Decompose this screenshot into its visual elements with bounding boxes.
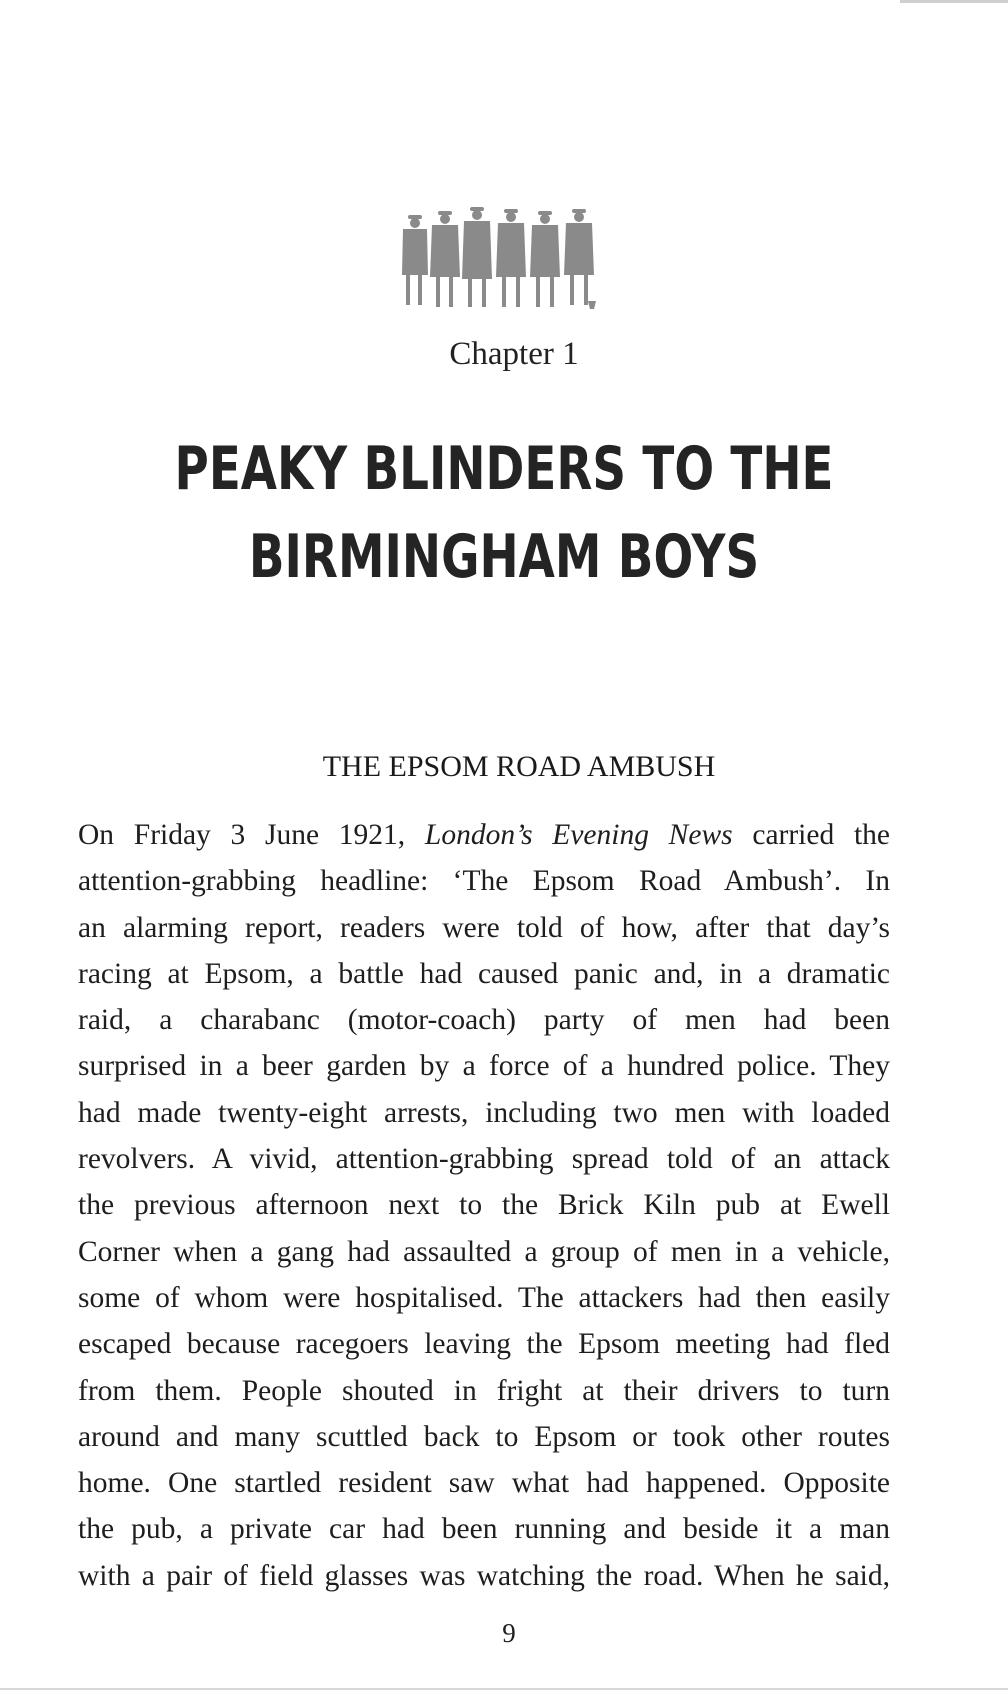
body-paragraph [78, 812, 890, 1599]
body-text-run: carried the [732, 819, 890, 851]
body-line: revolvers. A vivid, attention-grabbing spread told of an attack [78, 1143, 890, 1176]
body-line: raid, a charabanc (motor-coach) party of men had been [78, 1004, 890, 1037]
chapter-title-line-1: PEAKY BLINDERS TO THE [174, 434, 834, 504]
body-line: from them. People shouted in fright at their drivers to turn [78, 1374, 890, 1407]
page-edge-top [900, 0, 1008, 3]
body-line [78, 812, 890, 858]
gang-silhouette-illustration [400, 205, 600, 317]
chapter-label: Chapter 1 [449, 336, 579, 372]
body-line: had made twenty-eight arrests, including two men with loaded [78, 1096, 890, 1129]
body-line: around and many scuttled back to Epsom or took other routes [78, 1420, 890, 1453]
chapter-title-line-2: BIRMINGHAM BOYS [248, 522, 760, 592]
body-line: home. One startled resident saw what had happened. Opposite [78, 1467, 890, 1500]
chapter-title [111, 425, 897, 601]
body-line: Corner when a gang had assaulted a group of men in a vehicle, [78, 1235, 890, 1268]
section-heading: THE EPSOM ROAD AMBUSH [322, 750, 716, 783]
body-line: with a pair of field glasses was watching the road. When he said, [78, 1559, 890, 1592]
body-text-run: On Friday 3 June 1921, [78, 819, 425, 851]
page-number: 9 [502, 1618, 516, 1648]
page-edge-bottom [0, 1688, 1008, 1690]
body-line: some of whom were hospitalised. The attackers had then easily [78, 1281, 890, 1314]
body-line: surprised in a beer garden by a force of a hundred police. They [78, 1050, 890, 1083]
body-line: the pub, a private car had been running and beside it a man [78, 1513, 890, 1546]
body-line: attention-grabbing headline: ‘The Epsom Road Ambush’. In [78, 865, 890, 898]
publication-title: London’s Evening News [424, 819, 733, 851]
body-line: escaped because racegoers leaving the Epsom meeting had fled [78, 1328, 890, 1361]
body-line: an alarming report, readers were told of how, after that day’s [78, 911, 890, 944]
body-line: the previous afternoon next to the Brick Kiln pub at Ewell [78, 1189, 890, 1222]
body-line: racing at Epsom, a battle had caused panic and, in a dramatic [78, 957, 890, 990]
